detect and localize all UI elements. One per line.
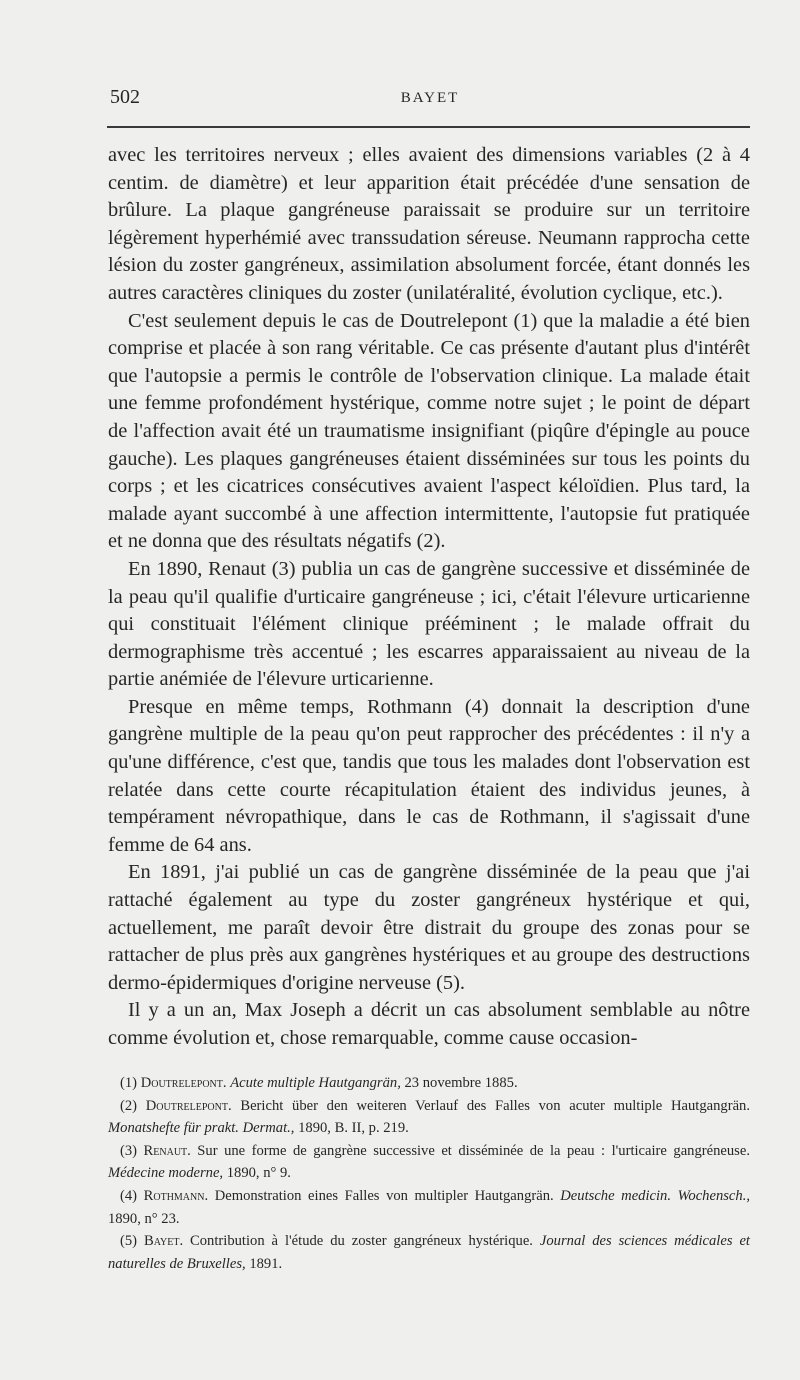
footnote-author: Bayet. — [143, 1233, 184, 1250]
footnote-title: Acute multiple Hautgangrän, — [230, 1075, 401, 1091]
footnote-number: (2) — [120, 1097, 138, 1114]
footnote — [108, 1140, 750, 1185]
footnote-text: 1890, B. II, p. 219. — [294, 1120, 409, 1137]
footnote-author: Doutrelepont. — [145, 1097, 232, 1114]
paragraph: avec les territoires nerveux ; elles avaient des dimensions variables (2 à 4 centim. de diamètre) et leur apparition était précédée d'une sensation de brûlure. La plaque gangréneuse paraissait se produire sur un territoire légèrement hyperhémié avec transsudation séreuse. Neumann rapprocha cette lésion du zoster gangréneux, assimilation absolument forcée, étant donnés les autres caractères cliniques du zoster (unilatéralité, évolution cyclique, etc.). — [108, 144, 750, 304]
footnote — [108, 1095, 750, 1140]
footnote-text: Demonstration eines Falles von multipler Hautgangrän. — [208, 1187, 561, 1204]
footnote-title: Journal des sciences médicales et naturelles de Bruxelles, — [108, 1233, 750, 1272]
footnote-text: Contribution à l'étude du zoster gangréneux hystérique. — [183, 1233, 540, 1250]
footnote-number: (5) — [120, 1233, 138, 1250]
paragraph: C'est seulement depuis le cas de Doutrelepont (1) que la maladie a été bien comprise et placée à son rang véritable. Ce cas présente d'autant plus d'intérêt que l'autopsie a permis le contrôle de l'observation clinique. La malade était une femme profondément hystérique, comme notre sujet ; le point de départ de l'affection avait été un traumatisme insignifiant (piqûre d'épingle au pouce gauche). Les plaques gangréneuses étaient disséminées sur tous les points du corps ; et les cicatrices consécutives avaient l'aspect kéloïdien. Plus tard, la malade ayant succombé à une affection intermittente, l'autopsie fut pratiquée et ne donna que des résultats négatifs (2). — [108, 309, 750, 553]
paragraph: En 1890, Renaut (3) publia un cas de gangrène successive et disséminée de la peau qu'il qualifie d'urticaire gangréneuse ; ici, c'était l'élevure urticarienne qui constituait l'élément clinique prééminent ; le malade offrait du dermographisme très accentué ; les escarres apparaissaient au niveau de la partie anémiée de l'élevure urticarienne. — [108, 557, 750, 691]
header-rule — [107, 126, 750, 128]
paragraph: En 1891, j'ai publié un cas de gangrène disséminée de la peau que j'ai rattaché également au type du zoster gangréneux hystérique et qui, actuellement, me paraît devoir être distrait du groupe des zonas pour se rattacher de plus près aux gangrènes hystériques et au groupe des destructions dermo-épidermiques d'origine nerveuse (5). — [108, 861, 750, 994]
footnote-author: Renaut. — [143, 1142, 191, 1159]
footnote-text: 1890, n° 23. — [108, 1210, 180, 1227]
footnote-author: Rothmann. — [143, 1187, 209, 1204]
paragraph: Presque en même temps, Rothmann (4) donnait la description d'une gangrène multiple de la peau qu'on peut rapprocher des précédentes : il n'y a qu'une différence, c'est que, tandis que tous les malades dont l'observation est relatée dans cette courte récapitulation étaient des individus jeunes, à tempérament névropathique, dans le cas de Rothmann, il s'agissait d'une femme de 64 ans. — [108, 695, 750, 856]
footnote-text: Sur une forme de gangrène successive et disséminée de la peau : l'urticaire gangréneuse. — [190, 1142, 750, 1159]
footnote-number: (3) — [120, 1142, 138, 1159]
footnote — [108, 1072, 750, 1095]
footnote-number: (1) — [120, 1075, 138, 1091]
footnote — [108, 1185, 750, 1230]
footnote-number: (4) — [120, 1187, 138, 1204]
footnote-author: Doutrelepont. — [140, 1075, 227, 1091]
page-number: 502 — [110, 86, 140, 108]
body-text — [108, 142, 750, 1053]
page-header — [110, 86, 750, 114]
footnote — [108, 1230, 750, 1275]
footnote-title: Deutsche medicin. Wochensch., — [560, 1187, 751, 1204]
footnote-text: 1890, n° 9. — [223, 1165, 291, 1182]
running-head: BAYET — [400, 90, 460, 106]
footnote-text: Bericht über den weiteren Verlauf des Falles von acuter multiple Hautgangrän. — [231, 1097, 750, 1114]
footnote-text: 23 novembre 1885. — [400, 1075, 518, 1091]
footnotes — [108, 1072, 750, 1275]
footnote-text: 1891. — [245, 1255, 283, 1272]
footnote-title: Monatshefte für prakt. Dermat., — [108, 1120, 295, 1137]
footnote-title: Médecine moderne, — [108, 1165, 224, 1182]
paragraph: Il y a un an, Max Joseph a décrit un cas absolument semblable au nôtre comme évolution et, chose remarquable, comme cause occasion- — [108, 999, 750, 1049]
